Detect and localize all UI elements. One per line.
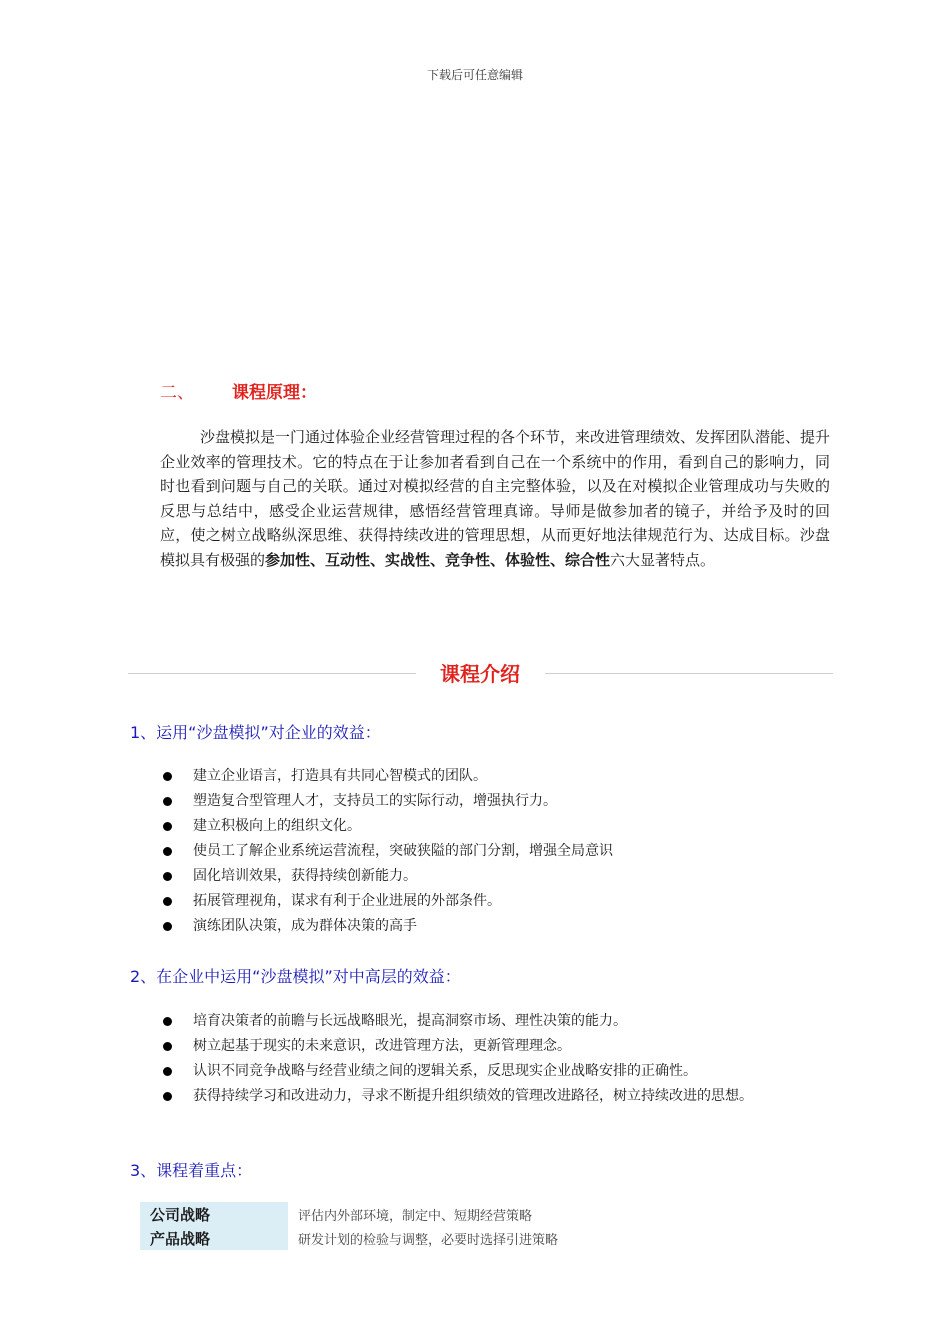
manager-benefits-list [160,1009,830,1109]
divider-right [545,673,833,674]
section-title: 课程原理： [232,383,317,403]
bullet-icon [163,772,172,781]
table-value: 评估内外部环境，制定中、短期经营策略 [298,1208,533,1224]
section-number: 二、 [160,383,194,403]
manager-benefits-heading: 2、在企业中运用“沙盘模拟”对中高层的效益： [130,967,461,986]
principle-paragraph [160,425,830,572]
list-item: 认识不同竞争战略与经营业绩之间的逻辑关系，反思现实企业战略安排的正确性。 [160,1059,830,1084]
bullet-icon [163,897,172,906]
list-item: 塑造复合型管理人才，支持员工的实际行动，增强执行力。 [160,789,840,814]
bullet-icon [163,1067,172,1076]
bullet-icon [163,797,172,806]
list-item: 建立积极向上的组织文化。 [160,814,840,839]
list-item: 固化培训效果，获得持续创新能力。 [160,864,840,889]
table-key: 产品战略 [140,1226,288,1250]
company-benefits-heading: 1、运用“沙盘模拟”对企业的效益： [130,723,381,742]
focus-table [140,1202,558,1250]
intro-title: 课程介绍 [440,662,520,686]
principle-text: 沙盘模拟是一门通过体验企业经营管理过程的各个环节，来改进管理绩效、发挥团队潜能、提升企业效率的管理技术。它的特点在于让参加者看到自己在一个系统中的作用，看到自己的影响力，同时也看到问题与自己的关联。通过对模拟经营的自主完整体验，以及在对模拟企业管理成功与失败的反思与总结中，感受企业运营规律，感悟经营管理真谛。导师是做参加者的镜子，并给予及时的回应，使之树立战略纵深思维、获得持续改进的管理思想，从而更好地法律规范行为、达成目标。沙盘模拟具有极强的 [160,428,831,569]
company-benefits-list [160,764,840,939]
list-item: 使员工了解企业系统运营流程，突破狭隘的部门分割，增强全局意识 [160,839,840,864]
list-item: 树立起基于现实的未来意识，改进管理方法，更新管理理念。 [160,1034,830,1059]
table-row [140,1226,558,1250]
bullet-icon [163,1017,172,1026]
table-value: 研发计划的检验与调整，必要时选择引进策略 [298,1232,559,1248]
list-item: 拓展管理视角，谋求有利于企业进展的外部条件。 [160,889,840,914]
section-heading-principle [160,378,317,403]
list-item: 培育决策者的前瞻与长远战略眼光，提高洞察市场、理性决策的能力。 [160,1009,830,1034]
list-item: 演练团队决策，成为群体决策的高手 [160,914,840,939]
table-key: 公司战略 [140,1202,288,1226]
principle-text-end: 六大显著特点。 [610,550,716,569]
divider-left [128,673,416,674]
bullet-icon [163,1042,172,1051]
bullet-icon [163,872,172,881]
list-item: 建立企业语言，打造具有共同心智模式的团队。 [160,764,840,789]
bullet-icon [163,1092,172,1101]
principle-traits: 参加性、互动性、实战性、竞争性、体验性、综合性 [265,550,611,569]
list-item: 获得持续学习和改进动力，寻求不断提升组织绩效的管理改进路径，树立持续改进的思想。 [160,1084,830,1109]
bullet-icon [163,847,172,856]
bullet-icon [163,922,172,931]
table-row [140,1202,558,1226]
focus-heading: 3、课程着重点： [130,1161,253,1180]
page-header: 下载后可任意编辑 [426,68,523,82]
bullet-icon [163,822,172,831]
